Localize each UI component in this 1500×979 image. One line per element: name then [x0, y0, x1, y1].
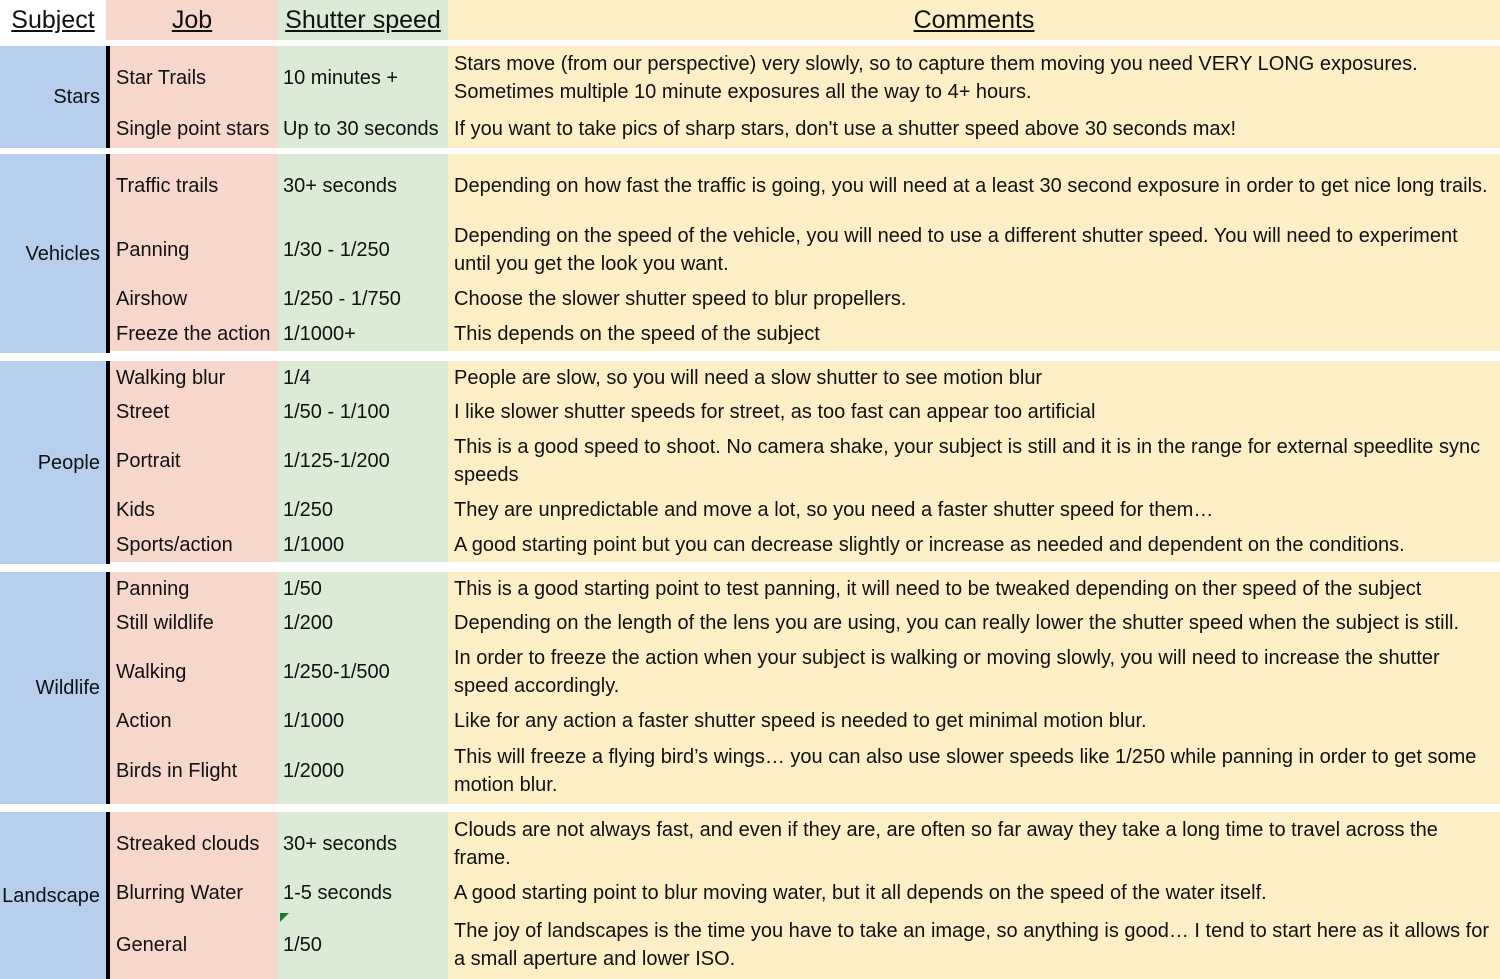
header-job[interactable]: Job: [106, 0, 278, 40]
shutter-speed-cell[interactable]: 1/30 - 1/250: [278, 218, 448, 282]
subject-cell-stars[interactable]: Stars: [0, 46, 106, 148]
job-cell[interactable]: Panning: [110, 572, 278, 606]
job-cell[interactable]: Blurring Water: [110, 876, 278, 910]
comment-cell[interactable]: They are unpredictable and move a lot, so you need a faster shutter speed for them…: [448, 493, 1500, 527]
comment-cell[interactable]: Stars move (from our perspective) very slowly, so to capture them moving you need VERY LONG exposures. Sometimes multiple 10 minute exposures all the way to 4+ hours.: [448, 46, 1500, 110]
job-cell[interactable]: Birds in Flight: [110, 738, 278, 804]
comment-cell[interactable]: Depending on the speed of the vehicle, you will need to use a different shutter speed. You will need to experiment until you get the look you want.: [448, 218, 1500, 282]
job-cell[interactable]: Panning: [110, 218, 278, 282]
job-cell[interactable]: Streaked clouds: [110, 812, 278, 876]
shutter-speed-cell[interactable]: 1/250-1/500: [278, 640, 448, 704]
shutter-speed-cell[interactable]: 1/50: [278, 910, 448, 979]
comment-cell[interactable]: People are slow, so you will need a slow shutter to see motion blur: [448, 361, 1500, 395]
comment-cell[interactable]: If you want to take pics of sharp stars, don't use a shutter speed above 30 seconds max!: [448, 110, 1500, 148]
shutter-speed-cell[interactable]: 1/125-1/200: [278, 429, 448, 493]
job-cell[interactable]: Portrait: [110, 429, 278, 493]
comment-cell[interactable]: Choose the slower shutter speed to blur propellers.: [448, 282, 1500, 316]
comment-cell[interactable]: The joy of landscapes is the time you have to take an image, so anything is good… I tend to start here as it allows for a small aperture and lower ISO.: [448, 910, 1500, 979]
comment-cell[interactable]: A good starting point but you can decrease slightly or increase as needed and dependent on the conditions.: [448, 527, 1500, 562]
header-shutter-speed[interactable]: Shutter speed: [278, 0, 448, 40]
subject-cell-vehicles[interactable]: Vehicles: [0, 154, 106, 353]
shutter-speed-cell[interactable]: 1/200: [278, 606, 448, 640]
shutter-speed-cell[interactable]: 1/50: [278, 572, 448, 606]
shutter-speed-cell[interactable]: 1/1000: [278, 527, 448, 562]
comment-cell[interactable]: Depending on how fast the traffic is going, you will need at a least 30 second exposure in order to get nice long trails.: [448, 154, 1500, 218]
subject-cell-people[interactable]: People: [0, 361, 106, 564]
comment-cell[interactable]: Clouds are not always fast, and even if they are, are often so far away they take a long time to travel across the frame.: [448, 812, 1500, 876]
shutter-speed-cell[interactable]: 1-5 seconds: [278, 876, 448, 910]
comment-cell[interactable]: This is a good speed to shoot. No camera shake, your subject is still and it is in the range for external speedlite sync speeds: [448, 429, 1500, 493]
shutter-speed-cell[interactable]: 1/250: [278, 493, 448, 527]
shutter-speed-cell[interactable]: 30+ seconds: [278, 812, 448, 876]
job-cell[interactable]: Freeze the action: [110, 316, 278, 351]
job-cell[interactable]: Action: [110, 704, 278, 738]
job-cell[interactable]: Traffic trails: [110, 154, 278, 218]
header-comments[interactable]: Comments: [448, 0, 1500, 40]
job-cell[interactable]: Sports/action: [110, 527, 278, 562]
comment-cell[interactable]: A good starting point to blur moving water, but it all depends on the speed of the water itself.: [448, 876, 1500, 910]
comment-cell[interactable]: This will freeze a flying bird’s wings… you can also use slower speeds like 1/250 while panning in order to get some motion blur.: [448, 738, 1500, 804]
shutter-speed-cell[interactable]: 1/2000: [278, 738, 448, 804]
job-cell[interactable]: Still wildlife: [110, 606, 278, 640]
comment-cell[interactable]: Like for any action a faster shutter speed is needed to get minimal motion blur.: [448, 704, 1500, 738]
header-subject[interactable]: Subject: [0, 0, 106, 40]
job-cell[interactable]: Single point stars: [110, 110, 278, 148]
comment-cell[interactable]: I like slower shutter speeds for street, as too fast can appear too artificial: [448, 395, 1500, 429]
job-cell[interactable]: Walking blur: [110, 361, 278, 395]
shutter-speed-cell[interactable]: 1/4: [278, 361, 448, 395]
shutter-speed-cell[interactable]: 1/250 - 1/750: [278, 282, 448, 316]
shutter-speed-cell[interactable]: 1/1000: [278, 704, 448, 738]
job-cell[interactable]: General: [110, 910, 278, 979]
cell-note-indicator-icon: [280, 913, 289, 922]
job-cell[interactable]: Kids: [110, 493, 278, 527]
shutter-speed-cell[interactable]: 30+ seconds: [278, 154, 448, 218]
shutter-speed-cell[interactable]: 1/1000+: [278, 316, 448, 351]
job-cell[interactable]: Airshow: [110, 282, 278, 316]
shutter-speed-cell[interactable]: 1/50 - 1/100: [278, 395, 448, 429]
job-cell[interactable]: Walking: [110, 640, 278, 704]
comment-cell[interactable]: Depending on the length of the lens you are using, you can really lower the shutter speed when the subject is still.: [448, 606, 1500, 640]
subject-cell-wildlife[interactable]: Wildlife: [0, 572, 106, 804]
subject-cell-landscape[interactable]: Landscape: [0, 812, 106, 979]
shutter-speed-cell[interactable]: 10 minutes +: [278, 46, 448, 110]
job-cell[interactable]: Star Trails: [110, 46, 278, 110]
job-cell[interactable]: Street: [110, 395, 278, 429]
comment-cell[interactable]: This depends on the speed of the subject: [448, 316, 1500, 351]
shutter-speed-cell[interactable]: Up to 30 seconds: [278, 110, 448, 148]
comment-cell[interactable]: This is a good starting point to test panning, it will need to be tweaked depending on ther speed of the subject: [448, 572, 1500, 606]
comment-cell[interactable]: In order to freeze the action when your subject is walking or moving slowly, you will need to increase the shutter speed accordingly.: [448, 640, 1500, 704]
